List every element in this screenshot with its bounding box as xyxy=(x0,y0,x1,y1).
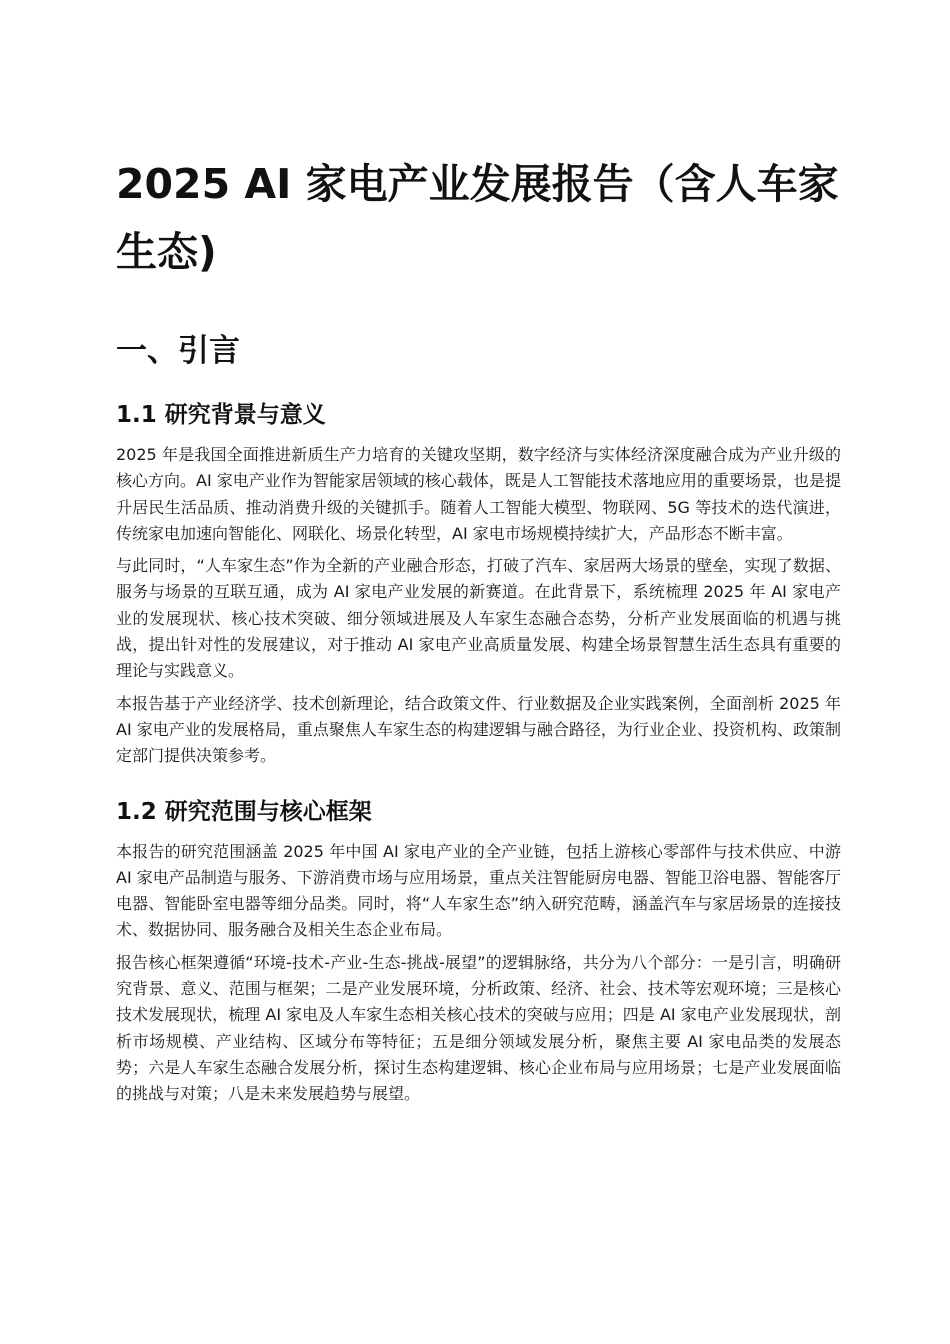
subsection-heading-1-1: 1.1 研究背景与意义 xyxy=(116,402,326,428)
paragraph-1-1-a: 2025 年是我国全面推进新质生产力培育的关键攻坚期，数字经济与实体经济深度融合成为产业升级的核心方向。AI 家电产业作为智能家居领域的核心载体，既是人工智能技术落地应用的重要场景，也是提升居民生活品质、推动消费升级的关键抓手。随着人工智能大模型、物联网、5G 等技术的迭代演进，传统家电加速向智能化、网联化、场景化转型，AI 家电市场规模持续扩大，产品形态不断丰富。 xyxy=(116,445,841,543)
subsection-heading-1-2: 1.2 研究范围与核心框架 xyxy=(116,798,372,825)
paragraph-1-1-c: 本报告基于产业经济学、技术创新理论，结合政策文件、行业数据及企业实践案例，全面剖析 2025 年 AI 家电产业的发展格局，重点聚焦人车家生态的构建逻辑与融合路径，为行业企业、投资机构、政策制定部门提供决策参考。 xyxy=(116,693,841,766)
paragraph-1-2-b: 报告核心框架遵循“环境-技术-产业-生态-挑战-展望”的逻辑脉络，共分为八个部分：一是引言，明确研究背景、意义、范围与框架；二是产业发展环境，分析政策、经济、社会、技术等宏观环境；三是核心技术发展现状，梳理 AI 家电及人车家生态相关核心技术的突破与应用；四是 AI 家电产业发展现状，剖析市场规模、产业结构、区域分布等特征；五是细分领域发展分析，聚焦主要 AI 家电品类的发展态势；六是人车家生态融合发展分析，探讨生态构建逻辑、核心企业布局与应用场景；七是产业发展面临的挑战与对策；八是未来发展趋势与展望。 xyxy=(116,952,841,1104)
document-page xyxy=(116,150,841,1114)
paragraph-1-2-a: 本报告的研究范围涵盖 2025 年中国 AI 家电产业的全产业链，包括上游核心零部件与技术供应、中游 AI 家电产品制造与服务、下游消费市场与应用场景，重点关注智能厨房电器、智能卫浴电器、智能客厅电器、智能卧室电器等细分品类。同时，将“人车家生态”纳入研究范畴，涵盖汽车与家居场景的连接技术、数据协同、服务融合及相关生态企业布局。 xyxy=(116,841,841,940)
document-title: 2025 AI 家电产业发展报告（含人车家生态) xyxy=(116,160,839,276)
paragraph-1-1-b: 与此同时，“人车家生态”作为全新的产业融合形态，打破了汽车、家居两大场景的壁垒，实现了数据、服务与场景的互联互通，成为 AI 家电产业发展的新赛道。在此背景下，系统梳理 2025 年 AI 家电产业的发展现状、核心技术突破、细分领域进展及人车家生态融合态势，分析产业发展面临的机遇与挑战，提出针对性的发展建议，对于推动 AI 家电产业高质量发展、构建全场景智慧生活生态具有重要的理论与实践意义。 xyxy=(116,556,841,681)
section-heading-introduction: 一、引言 xyxy=(116,333,240,369)
